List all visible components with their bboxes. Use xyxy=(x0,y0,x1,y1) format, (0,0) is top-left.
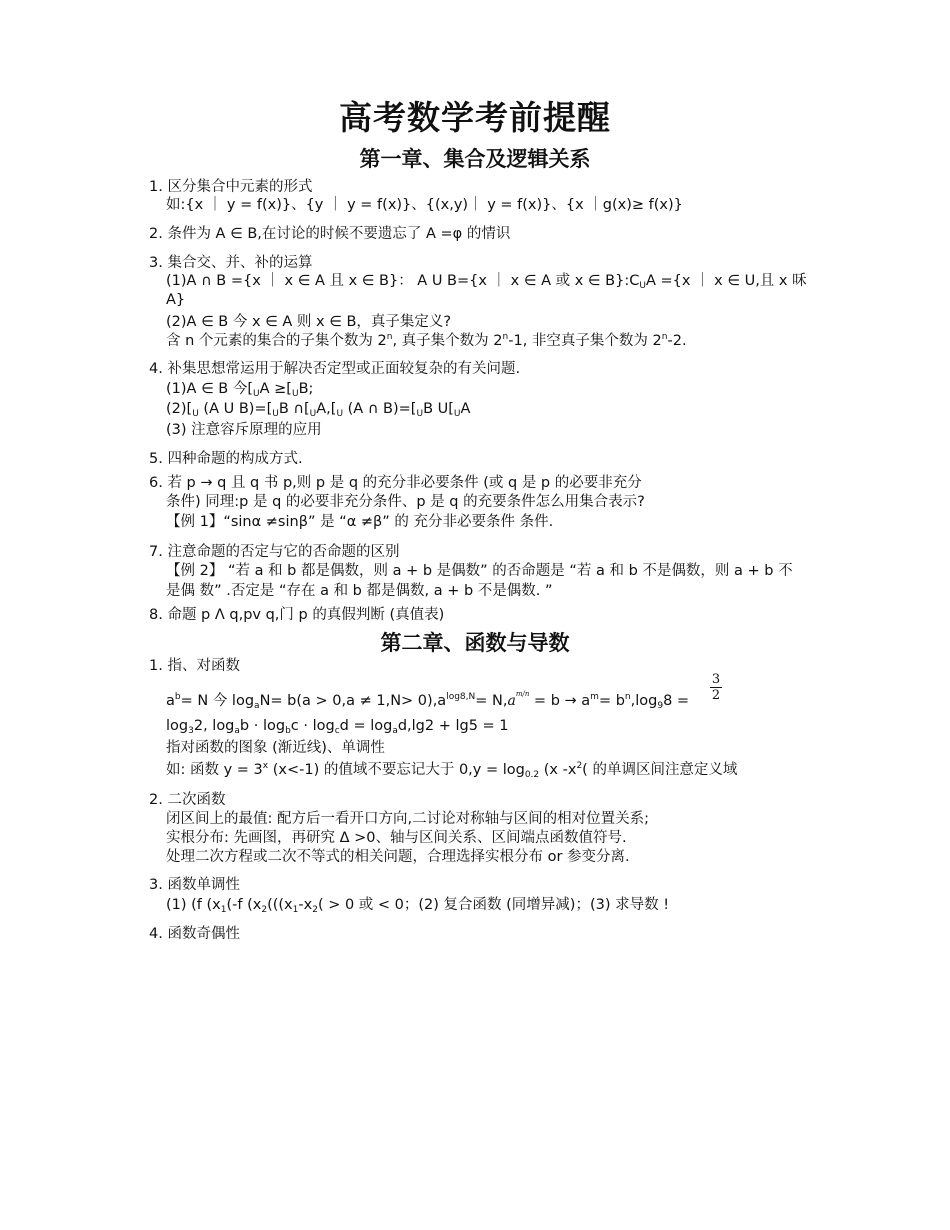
ch2-formula-line-2: $\log_32$, $\log_ab \cdot \log_bc \cdot \log_cd = \log_ad,\lg 2 + \lg 5 = 1$ xyxy=(166,718,509,736)
ch2-item-4: 4. 函数奇偶性 xyxy=(149,926,240,942)
ch2-item-2-line-3: 处理二次方程或二次不等式的相关问题，合理选择实根分布 or 参变分离. xyxy=(166,849,630,865)
ch1-item-6-example: 【例 1】“sinα ≠sinβ” 是 “α ≠β” 的 充分非必要条件 条件. xyxy=(166,514,554,530)
ch2-item-2: 2. 二次函数 xyxy=(149,792,226,808)
ch1-item-3-line-4: 含 n 个元素的集合的子集个数为 2$^n$, 真子集个数为 2$^n$-1, 非空真子集个数为 2$^n$-2. xyxy=(166,332,687,349)
ch1-item-7-example-2: 是偶 数” .否定是 “存在 a 和 b 都是偶数, a + b 不是偶数. ” xyxy=(166,583,553,599)
ch2-item-3-line-1: (1) (f ($x_1(-f$ ($x_2(((x_1-x_2( > 0$ 或 < 0；(2) 复合函数 (同增异减)；(3) 求导数 ! xyxy=(166,897,670,915)
ch1-item-8: 8. 命题 p Λ q,pv q,门 p 的真假判断 (真值表) xyxy=(149,607,445,623)
ch2-formula-line-3: 指对函数的图象 (渐近线)、单调性 xyxy=(166,740,385,756)
ch1-item-4-line-1: (1)A ∈ B 今[$_UA \ge[_UB$; xyxy=(166,381,314,399)
ch2-item-2-line-2: 实根分布: 先画图，再研究 Δ >0、轴与区间关系、区间端点函数值符号. xyxy=(166,830,627,846)
ch1-item-3-line-1: (1)A ∩ B ={x ｜ x ∈ A 且 x ∈ B}： A U B={x ｜ x ∈ A 或 x ∈ $B\}:C_UA =\{x$ ｜ x ∈ U,且 x 咊 xyxy=(166,273,807,291)
ch1-item-5: 5. 四种命题的构成方式. xyxy=(149,451,303,467)
ch2-item-3: 3. 函数单调性 xyxy=(149,877,240,893)
ch1-item-6-line-1: 条件) 同理:p 是 q 的必要非充分条件、p 是 q 的充要条件怎么用集合表示? xyxy=(166,494,645,510)
document-title: 高考数学考前提醒 xyxy=(339,98,611,137)
chapter-1-heading: 第一章、集合及逻辑关系 xyxy=(359,147,591,171)
ch1-item-4-line-3: (3) 注意容斥原理的应用 xyxy=(166,422,322,438)
ch1-item-6: 6. 若 p → q 且 q 书 p,则 p 是 q 的充分非必要条件 (或 q 是 p 的必要非充分 xyxy=(149,475,642,491)
ch1-item-4: 4. 补集思想常运用于解决否定型或正面较复杂的有关问题. xyxy=(149,361,521,377)
ch1-item-3-line-3: (2)A ∈ B 今 x ∈ A 则 x ∈ B，真子集定义? xyxy=(166,314,452,330)
ch2-item-2-line-1: 闭区间上的最值: 配方后一看开口方向,二讨论对称轴与区间的相对位置关系; xyxy=(166,811,649,827)
ch1-item-7: 7. 注意命题的否定与它的否命题的区别 xyxy=(149,544,400,560)
ch2-formula-line-4: 如: 函数 $y = 3^x$ (x<-1) 的值域不要忘记大于 $0,y = \log_{0.2} (x$ $-x^2$( 的单调区间注意定义域 xyxy=(166,761,738,780)
ch1-item-7-example-1: 【例 2】 “若 a 和 b 都是偶数，则 a + b 是偶数” 的否命题是 “若 a 和 b 不是偶数，则 a + b 不 xyxy=(166,563,793,579)
ch1-item-2: 2. 条件为 A ∈ B,在讨论的时候不要遗忘了 A =φ 的情识 xyxy=(149,226,511,242)
chapter-2-heading: 第二章、函数与导数 xyxy=(380,631,570,655)
ch1-item-1: 1. 区分集合中元素的形式 xyxy=(149,179,313,195)
ch1-item-3: 3. 集合交、并、补的运算 xyxy=(149,255,313,271)
ch1-item-4-line-2: $(2)[_U$ (A U $B)=[_UB$ $\cap[_UA,[_U$ (A ∩ $B)=[_UB$ $U[_UA$ xyxy=(166,401,471,419)
ch2-item-1: 1. 指、对函数 xyxy=(149,658,240,674)
ch1-item-1-example: 如:{x ｜ y = f(x)}、{y ｜ y = f(x)}、{(x,y)｜ y = f(x)}、{x ｜g(x)≥ f(x)} xyxy=(166,197,683,213)
ch1-item-3-line-2: A} xyxy=(166,292,186,308)
ch2-formula-line-1: $a^b= N$ 今 $\log_aN= b(a > 0,a \ne 1,N> 0),a^{log8,N}= N,a^{m/n} = b \to a^m= b^n,\log_98$ = xyxy=(166,690,690,711)
fraction-three-halves: 3 2 xyxy=(711,672,721,703)
